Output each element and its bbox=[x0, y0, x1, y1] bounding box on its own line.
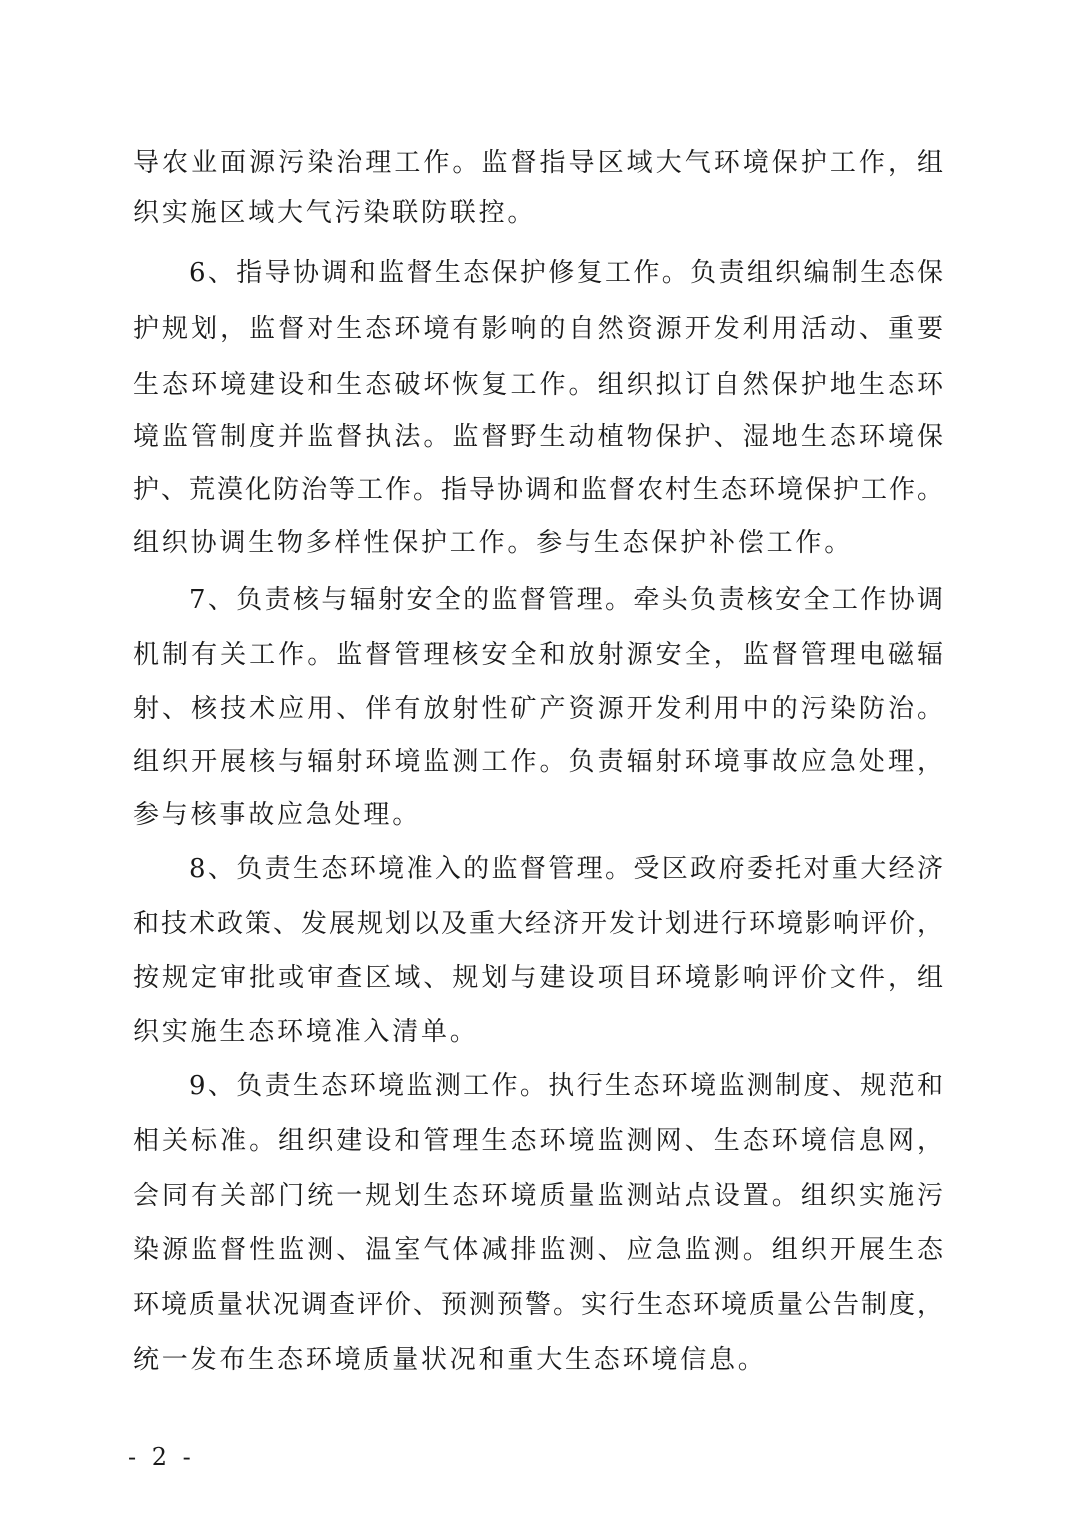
text-line: 和技术政策、发展规划以及重大经济开发计划进行环境影响评价， bbox=[133, 909, 943, 939]
text-line: 按规定审批或审查区域、规划与建设项目环境影响评价文件，组 bbox=[133, 963, 943, 993]
text-line: 相关标准。组织建设和管理生态环境监测网、生态环境信息网， bbox=[133, 1126, 943, 1156]
text-line: 护、荒漠化防治等工作。指导协调和监督农村生态环境保护工作。 bbox=[133, 475, 943, 505]
text-line: 染源监督性监测、温室气体减排监测、应急监测。组织开展生态 bbox=[133, 1235, 943, 1265]
text-line: 境监管制度并监督执法。监督野生动植物保护、湿地生态环境保 bbox=[133, 422, 943, 452]
paragraph-7-start: 7、负责核与辐射安全的监督管理。牵头负责核安全工作协调 bbox=[189, 585, 943, 615]
text-line: 组织开展核与辐射环境监测工作。负责辐射环境事故应急处理， bbox=[133, 747, 943, 777]
paragraph-8-start: 8、负责生态环境准入的监督管理。受区政府委托对重大经济 bbox=[189, 854, 943, 884]
page-number: - 2 - bbox=[128, 1443, 195, 1471]
text-line: 射、核技术应用、伴有放射性矿产资源开发利用中的污染防治。 bbox=[133, 694, 943, 724]
text-line: 织实施区域大气污染联防联控。 bbox=[133, 198, 537, 228]
text-line: 护规划，监督对生态环境有影响的自然资源开发利用活动、重要 bbox=[133, 314, 943, 344]
paragraph-9-start: 9、负责生态环境监测工作。执行生态环境监测制度、规范和 bbox=[189, 1071, 943, 1101]
text-line: 机制有关工作。监督管理核安全和放射源安全，监督管理电磁辐 bbox=[133, 640, 943, 670]
text-line: 生态环境建设和生态破坏恢复工作。组织拟订自然保护地生态环 bbox=[133, 370, 943, 400]
text-line: 环境质量状况调查评价、预测预警。实行生态环境质量公告制度， bbox=[133, 1290, 943, 1320]
text-line: 织实施生态环境准入清单。 bbox=[133, 1017, 479, 1047]
text-line: 组织协调生物多样性保护工作。参与生态保护补偿工作。 bbox=[133, 528, 854, 558]
text-line: 参与核事故应急处理。 bbox=[133, 800, 422, 830]
text-line: 导农业面源污染治理工作。监督指导区域大气环境保护工作，组 bbox=[133, 148, 943, 178]
text-line: 会同有关部门统一规划生态环境质量监测站点设置。组织实施污 bbox=[133, 1181, 943, 1211]
text-line: 统一发布生态环境质量状况和重大生态环境信息。 bbox=[133, 1345, 767, 1375]
paragraph-6-start: 6、指导协调和监督生态保护修复工作。负责组织编制生态保 bbox=[189, 258, 943, 288]
